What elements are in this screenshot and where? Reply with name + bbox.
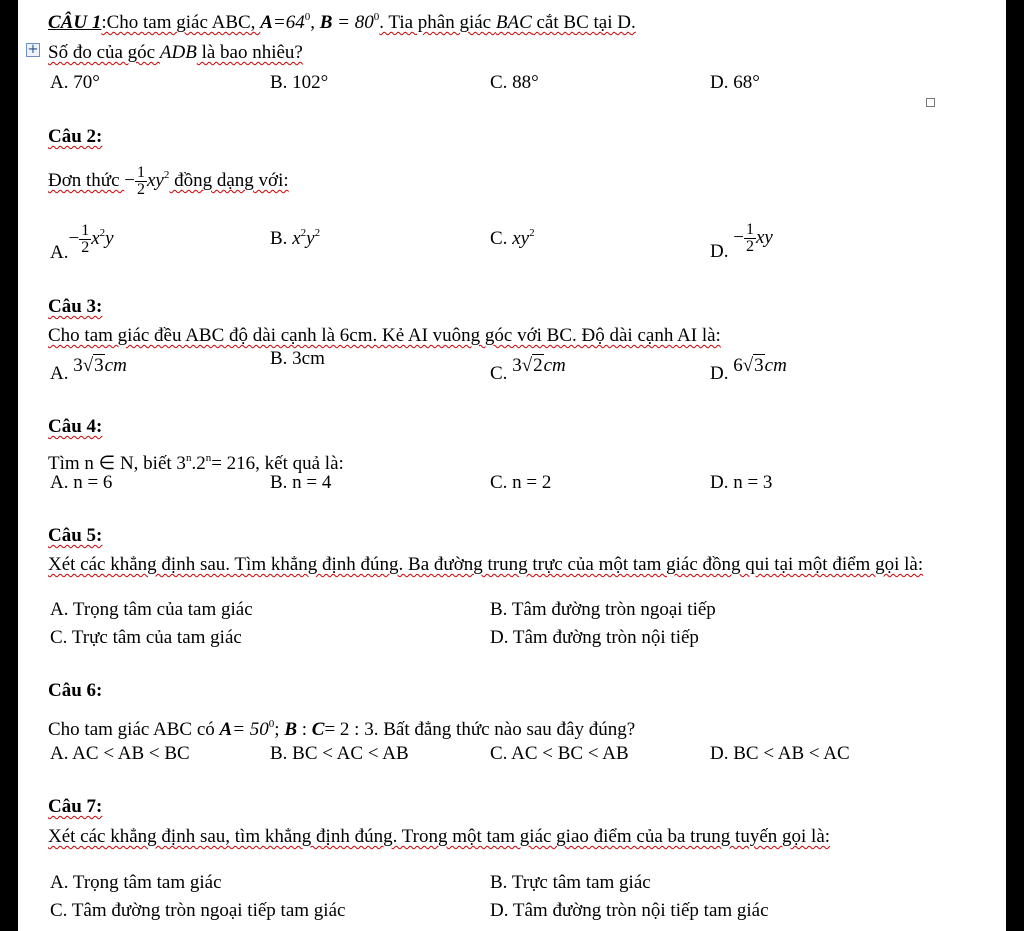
q2-option-d[interactable]: D. − $\frac{1}{2}$ xy xyxy=(710,221,773,262)
question-1-line-2: Số đo của góc ADB là bao nhiêu? xyxy=(48,42,303,63)
move-handle-icon[interactable]: + xyxy=(27,42,39,57)
question-7-stem: Xét các khẳng định sau, tìm khẳng định đúng. Trong một tam giác giao điểm của ba trung tuyến gọi là: xyxy=(48,826,831,847)
question-6-stem: Cho tam giác ABC có $A= 50^0$; B : C= 2 : 3. Bất đẳng thức nào sau đây đúng? xyxy=(48,718,636,740)
question-6-title: Câu 6: xyxy=(48,680,103,701)
q1-option-d[interactable]: D. 68° xyxy=(710,72,760,93)
question-1-title: CÂU 1 xyxy=(48,12,102,33)
q6-option-d[interactable]: D. BC < AB < AC xyxy=(710,743,850,764)
q4-option-d[interactable]: D. n = 3 xyxy=(710,472,773,493)
q2-option-b[interactable]: B. $x^2y^2$ xyxy=(270,227,321,249)
q6-option-b[interactable]: B. BC < AC < AB xyxy=(270,743,409,764)
question-1-stem: CÂU 1:Cho tam giác ABC, $A=64^0$, $B = 80^0$. Tia phân giác BAC cắt BC tại D. xyxy=(48,11,636,33)
question-5-stem: Xét các khẳng định sau. Tìm khẳng định đúng. Ba đường trung trực của một tam giác đồng qui tại một điểm gọi là: xyxy=(48,554,924,575)
q2-option-a[interactable]: A.− $\frac{1}{2}$ $x^2y$ xyxy=(50,222,114,263)
question-4-stem: Tìm n ∈ N, biết $3^n.2^n= 216$, kết quả là: xyxy=(48,452,344,474)
question-2-title: Câu 2: xyxy=(48,126,103,147)
q1-option-c[interactable]: C. 88° xyxy=(490,72,539,93)
fraction: $\frac{1}{2}$ xyxy=(137,164,145,199)
q5-option-d[interactable]: D. Tâm đường tròn nội tiếp xyxy=(490,627,699,648)
question-4-title: Câu 4: xyxy=(48,416,103,437)
q5-option-b[interactable]: B. Tâm đường tròn ngoại tiếp xyxy=(490,599,716,620)
q7-option-a[interactable]: A. Trọng tâm tam giác xyxy=(50,872,222,893)
q7-option-b[interactable]: B. Trực tâm tam giác xyxy=(490,872,651,893)
q4-option-a[interactable]: A. n = 6 xyxy=(50,472,113,493)
q4-option-c[interactable]: C. n = 2 xyxy=(490,472,552,493)
q3-option-b[interactable]: B. 3cm xyxy=(270,348,325,369)
question-7-title: Câu 7: xyxy=(48,796,103,817)
q2-option-c[interactable]: C. $xy^2$ xyxy=(490,227,535,249)
square-marker-icon xyxy=(926,98,935,107)
question-3-stem: Cho tam giác đều ABC độ dài cạnh là 6cm. Kẻ AI vuông góc với BC. Độ dài cạnh AI là: xyxy=(48,325,721,346)
q4-option-b[interactable]: B. n = 4 xyxy=(270,472,332,493)
q3-option-c[interactable]: C. 3√2cm xyxy=(490,355,566,384)
q3-option-a[interactable]: A. 3√3cm xyxy=(50,355,127,384)
q3-option-d[interactable]: D. 6√3cm xyxy=(710,355,787,384)
question-2-stem: Đơn thức − $\frac{1}{2}$ $xy^2$ đồng dạng với: xyxy=(48,164,289,199)
q7-option-d[interactable]: D. Tâm đường tròn nội tiếp tam giác xyxy=(490,900,769,921)
q6-option-c[interactable]: C. AC < BC < AB xyxy=(490,743,629,764)
q5-option-a[interactable]: A. Trọng tâm của tam giác xyxy=(50,599,253,620)
question-3-title: Câu 3: xyxy=(48,296,103,317)
q5-option-c[interactable]: C. Trực tâm của tam giác xyxy=(50,627,242,648)
q1-option-b[interactable]: B. 102° xyxy=(270,72,329,93)
q1-option-a[interactable]: A. 70° xyxy=(50,72,100,93)
q6-option-a[interactable]: A. AC < AB < BC xyxy=(50,743,190,764)
q7-option-c[interactable]: C. Tâm đường tròn ngoại tiếp tam giác xyxy=(50,900,346,921)
question-5-title: Câu 5: xyxy=(48,525,103,546)
document-page xyxy=(18,0,1006,931)
